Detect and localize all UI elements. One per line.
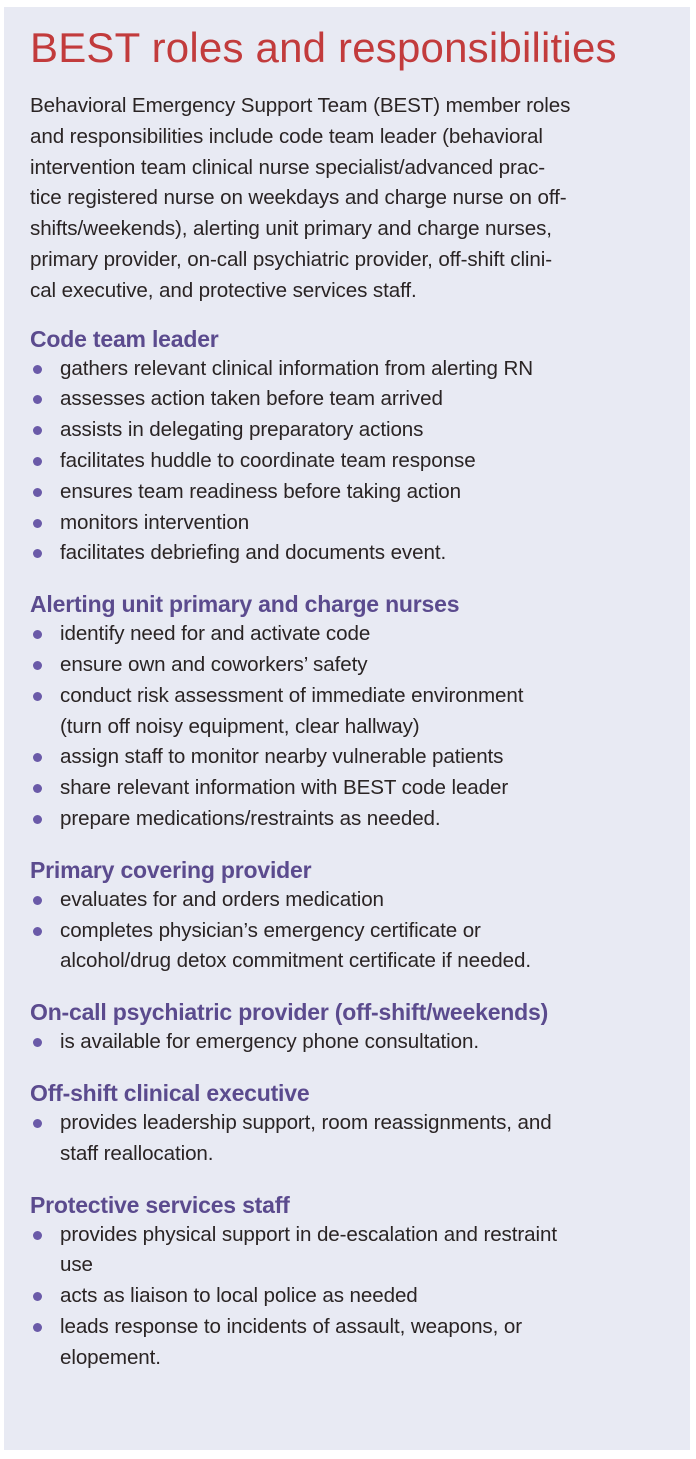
item-text: assists in delegating preparatory actions (60, 418, 424, 442)
item-text: is available for emergency phone consultation. (60, 1030, 479, 1054)
section-protective-services-staff (30, 1190, 666, 1374)
item-text: ensure own and coworkers’ safety (60, 652, 368, 676)
intro-line: cal executive, and protective services staff. (30, 278, 417, 302)
list-item (30, 384, 666, 415)
section-code-team-leader (30, 324, 666, 570)
item-text: elopement. (60, 1345, 161, 1369)
bullet-list (30, 354, 666, 570)
item-text: completes physician’s emergency certificate or (60, 918, 481, 942)
bullet-icon (33, 692, 42, 701)
bullet-icon (33, 1292, 42, 1301)
item-text: identify need for and activate code (60, 622, 371, 646)
item-text: assesses action taken before team arrived (60, 387, 443, 411)
item-text: acts as liaison to local police as needed (60, 1284, 418, 1308)
item-text: ensures team readiness before taking action (60, 479, 461, 503)
bullet-icon (33, 488, 42, 497)
list-item (30, 538, 666, 569)
intro-line: shifts/weekends), alerting unit primary and charge nurses, (30, 217, 552, 241)
section-alerting-unit-nurses (30, 589, 666, 835)
section-heading: On-call psychiatric provider (off-shift/weekends) (30, 999, 549, 1026)
bullet-icon (33, 753, 42, 762)
bullet-icon (33, 896, 42, 905)
item-text: gathers relevant clinical information from alerting RN (60, 356, 534, 380)
bullet-icon (33, 457, 42, 466)
item-text: facilitates debriefing and documents event. (60, 541, 447, 565)
bullet-list (30, 1027, 666, 1058)
intro-paragraph (30, 91, 666, 307)
list-item (30, 354, 666, 385)
item-text: facilitates huddle to coordinate team response (60, 448, 476, 472)
section-off-shift-clinical-executive (30, 1078, 666, 1170)
list-item (30, 885, 666, 916)
item-text: prepare medications/restraints as needed. (60, 806, 441, 830)
section-heading: Code team leader (30, 325, 219, 352)
list-item (30, 1027, 666, 1058)
bullet-list (30, 885, 666, 977)
list-item (30, 1312, 666, 1374)
bullet-list (30, 1108, 666, 1170)
list-item (30, 415, 666, 446)
bullet-icon (33, 1231, 42, 1240)
bullet-icon (33, 1119, 42, 1128)
sidebar-box (4, 7, 690, 1450)
intro-line: primary provider, on-call psychiatric provider, off-shift clini- (30, 247, 552, 271)
section-on-call-psychiatric-provider (30, 997, 666, 1058)
bullet-icon (33, 815, 42, 824)
intro-line: and responsibilities include code team leader (behavioral (30, 124, 543, 148)
list-item (30, 1220, 666, 1282)
bullet-icon (33, 927, 42, 936)
intro-line: tice registered nurse on weekdays and charge nurse on off- (30, 186, 567, 210)
list-item (30, 804, 666, 835)
bullet-icon (33, 519, 42, 528)
section-primary-covering-provider (30, 855, 666, 977)
item-text: conduct risk assessment of immediate environment (60, 683, 524, 707)
list-item (30, 508, 666, 539)
item-text: use (60, 1253, 93, 1277)
item-text: alcohol/drug detox commitment certificate if needed. (60, 949, 531, 973)
list-item (30, 1281, 666, 1312)
list-item (30, 619, 666, 650)
bullet-icon (33, 365, 42, 374)
bullet-icon (33, 1038, 42, 1047)
bullet-list (30, 619, 666, 835)
bullet-icon (33, 784, 42, 793)
bullet-icon (33, 1323, 42, 1332)
section-heading: Off-shift clinical executive (30, 1079, 310, 1106)
intro-line: intervention team clinical nurse specialist/advanced prac- (30, 155, 546, 179)
bullet-list (30, 1220, 666, 1374)
bullet-icon (33, 661, 42, 670)
item-text: (turn off noisy equipment, clear hallway) (60, 714, 420, 738)
list-item (30, 650, 666, 681)
page-title: BEST roles and responsibilities (30, 24, 617, 71)
item-text: monitors intervention (60, 510, 250, 534)
section-heading: Protective services staff (30, 1191, 290, 1218)
bullet-icon (33, 630, 42, 639)
list-item (30, 742, 666, 773)
bullet-icon (33, 426, 42, 435)
bullet-icon (33, 395, 42, 404)
intro-line: Behavioral Emergency Support Team (BEST) member roles (30, 94, 571, 117)
item-text: leads response to incidents of assault, weapons, or (60, 1314, 522, 1338)
item-text: staff reallocation. (60, 1141, 214, 1165)
item-text: assign staff to monitor nearby vulnerable patients (60, 745, 504, 769)
list-item (30, 916, 666, 978)
list-item (30, 446, 666, 477)
bullet-icon (33, 549, 42, 558)
list-item (30, 1108, 666, 1170)
list-item (30, 477, 666, 508)
item-text: evaluates for and orders medication (60, 887, 384, 911)
item-text: provides physical support in de-escalation and restraint (60, 1222, 557, 1246)
list-item (30, 681, 666, 743)
item-text: share relevant information with BEST code leader (60, 776, 509, 800)
section-heading: Primary covering provider (30, 856, 312, 883)
list-item (30, 773, 666, 804)
section-heading: Alerting unit primary and charge nurses (30, 591, 460, 618)
item-text: provides leadership support, room reassignments, and (60, 1110, 552, 1134)
